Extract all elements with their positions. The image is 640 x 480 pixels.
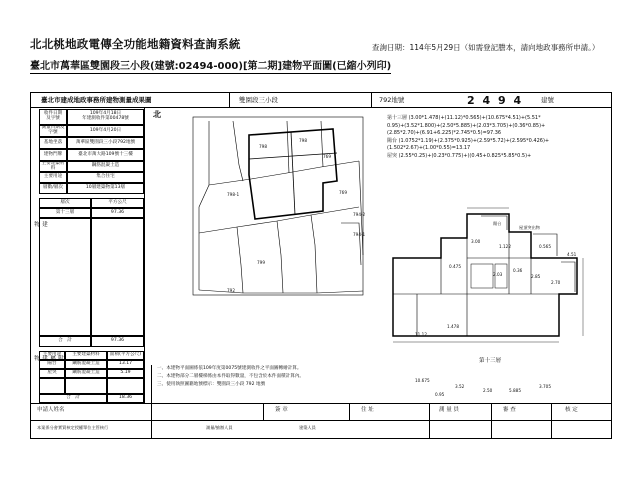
divider (491, 403, 492, 438)
query-date: 查詢日期：114年5月29日（如需登記謄本，請向地政事務所申請。） (372, 43, 600, 52)
plan-detail-label: 2.50 (483, 388, 493, 393)
divider (263, 403, 264, 420)
sheet-title: 臺北市建成地政事務所建物測量成果圖 (41, 96, 152, 104)
footer-label-applicant: 申請人姓名 (37, 407, 65, 413)
plan-label: 792 (227, 288, 235, 293)
formula-line: 0.95)+(3.52*1.800)+(2.50*5.885)+(2.03*3.705)+(0.36*0.85)+ (387, 122, 546, 129)
divider (31, 107, 611, 108)
vertical-label-annex: 附 屬 建 物 (33, 355, 63, 363)
note-line: 一、本建物平面圖係依109年度第0075號建測收件之平面圖轉繪計算。 (157, 366, 302, 371)
formula-line: 屋突 (2.55*0.25)+(0.23*0.775)+((0.45+0.825*5.85*0.5)+ (387, 152, 532, 159)
note-line: 二、本建物部分二層樓梯係由本件取得數量，不包含於本件面積計算內。 (157, 373, 305, 379)
parcel-label: 792地號 (379, 96, 405, 104)
footer-bottom-note: 本案係分會實質核定授權單位主管核行 (37, 425, 109, 430)
plan-label: 769 (339, 190, 347, 195)
plan-label: 798 (299, 138, 307, 143)
plan-detail-label: 11.12 (415, 332, 427, 337)
formula-line: 陽台 (1.0752*1.19)+(2.375*0.925)+(2.59*5.72)+(2.595*0.426)+ (387, 137, 550, 144)
plan-detail-label: 1.122 (499, 244, 511, 249)
footer-label-surveyor: 測 量 員 (439, 407, 459, 413)
system-title: 北北桃地政電傳全功能地籍資料查詢系統 (30, 37, 241, 51)
divider (429, 403, 430, 438)
divider (151, 365, 152, 403)
note-line: 三、使用執照圖籍地號標示：雙園段三小段 792 地號 (157, 381, 266, 387)
plan-label: 769 (323, 154, 331, 159)
plan-detail-label: 0.95 (435, 392, 445, 397)
notes-block (157, 365, 407, 388)
plan-floor-label: 第十三層 (479, 358, 502, 364)
footer-bottom-mid: 測量/繪辦人員 (206, 425, 233, 430)
plan-label: 798-1 (227, 192, 240, 197)
divider (31, 420, 611, 421)
divider (31, 403, 611, 404)
plan-detail-label: 3.705 (539, 384, 551, 389)
divider (151, 403, 152, 438)
vertical-label-building: 建 物 (33, 221, 47, 229)
plan-detail-label: 0.475 (449, 264, 461, 269)
document-subtitle: 臺北市萬華區雙園段三小段(建號:02494-000)[第二期]建物平面圖(已縮小列印) (30, 57, 391, 74)
plan-detail-label: 3.52 (455, 384, 465, 389)
formula-line: 第十三層 (3.00*1.478)+(11.12)*0.565)+(10.675*4.51)+(5.51* (387, 115, 541, 121)
plan-detail-label: 0.565 (539, 244, 551, 249)
formula-line: (2.85*2.70)+(6.91+6.225)*2.745*0.5)=97.36 (387, 130, 502, 136)
divider (229, 93, 230, 107)
plan-detail-label: 2.70 (551, 280, 561, 285)
measurement-formulas (387, 115, 609, 160)
floor-plan-drawing (371, 198, 609, 348)
formula-line: (1.502*2.67)+(1.00*0.55)=13.17 (387, 145, 471, 151)
building-number: 2 4 9 4 (467, 94, 524, 107)
plan-detail-label: 0.36 (513, 268, 523, 273)
plan-detail-label: 5.885 (509, 388, 521, 393)
building-no-label: 建號 (541, 96, 554, 104)
plan-detail-label: 2.03 (493, 272, 503, 277)
plan-detail-label: 屋頂突出物 (519, 225, 540, 230)
divider (349, 403, 350, 420)
plan-label: 798 (259, 144, 267, 149)
footer-bottom-right: 建築人員 (299, 425, 316, 430)
plan-detail-label: 陽台 (493, 221, 502, 226)
plan-label: 794-2 (353, 212, 366, 217)
divider (371, 93, 372, 107)
plan-detail-label: 3.00 (471, 239, 481, 244)
survey-sheet: 臺北市建成地政事務所建物測量成果圖 雙園段三小段 792地號 2 4 9 4 建號 收件日期 及字號 109年4月18日 年建測收件第00478號 測量日期及 字號 109年4月20日 基地坐落 萬華區雙園段三小段792地號 建物門牌 臺北市萬大路109號十三樓 主要建築材料 鋼筋混凝土造 主要用途 集合住宅 層數/層次 10層建築物第13層 層次 平方公尺 第十三層 97.36 合 計 97.36 建 物 附 屬 建 物 主要用途 主要建築材料 面積(平方公尺) 陽台 鋼筋混凝土造 13.17 屋突 鋼筋混凝土造 5.19 合 計 18.36 北 798 798 798-1 769 769 794-2 794-1 799 792 第十三層 (3.00*1.478)+(11.12)*0.565)+(10.675*4.51)+(5.51* 0.95)+(3.52*1.800)+(2.50*5.885)+(2.03*3.705)+(0.36*0.85)+ (2.85*2.70)+(6.91+6.225)*2.745*0.5)=97.36 陽台 (1.0752*1.19)+(2.375*0.925)+(2.59*5.72)+(2.595*0.426)+ (1.502*2.67)+(1.00*0.55)=13.17 屋突 (2.55*0.25)+(0.23*0.775)+((0.45+0.825*5.85*0.5)+ 陽台 屋頂突出物 3.00 1.122 0.565 4.51 0.475 2.03 0.36 2.85 2.70 第十三層 3.52 2.50 5.885 3.705 0.95 10.675 11.12 1.478 一、本建物平面圖係依109年度第0075號建測收件之平面圖轉繪計算。 二、本建物部分二層樓梯係由本件取得數量，不包含於本件面積計算內。 三、使用執照圖籍地號標示：雙園段三小段 792 地號 簽 章 住 址 測 量 員 審 查 核 定 申請人姓名 本案係分會實質核定授權單位主管核行 測量/繪辦人員 建築人員 (30, 92, 612, 439)
footer-label-address: 住 址 (361, 407, 374, 413)
plan-label: 799 (257, 260, 265, 265)
footer-label-seal: 簽 章 (275, 407, 288, 413)
north-mark: 北 (153, 110, 161, 119)
footer-label-approve: 核 定 (565, 407, 578, 413)
plan-detail-label: 10.675 (415, 378, 430, 383)
plan-label: 794-1 (353, 232, 366, 237)
section-label: 雙園段三小段 (239, 96, 278, 104)
divider (551, 403, 552, 438)
divider (144, 107, 145, 403)
footer-label-review: 審 查 (503, 407, 516, 413)
plan-detail-label: 1.478 (447, 324, 459, 329)
plan-detail-label: 4.51 (567, 252, 577, 257)
plan-detail-label: 2.85 (531, 274, 541, 279)
